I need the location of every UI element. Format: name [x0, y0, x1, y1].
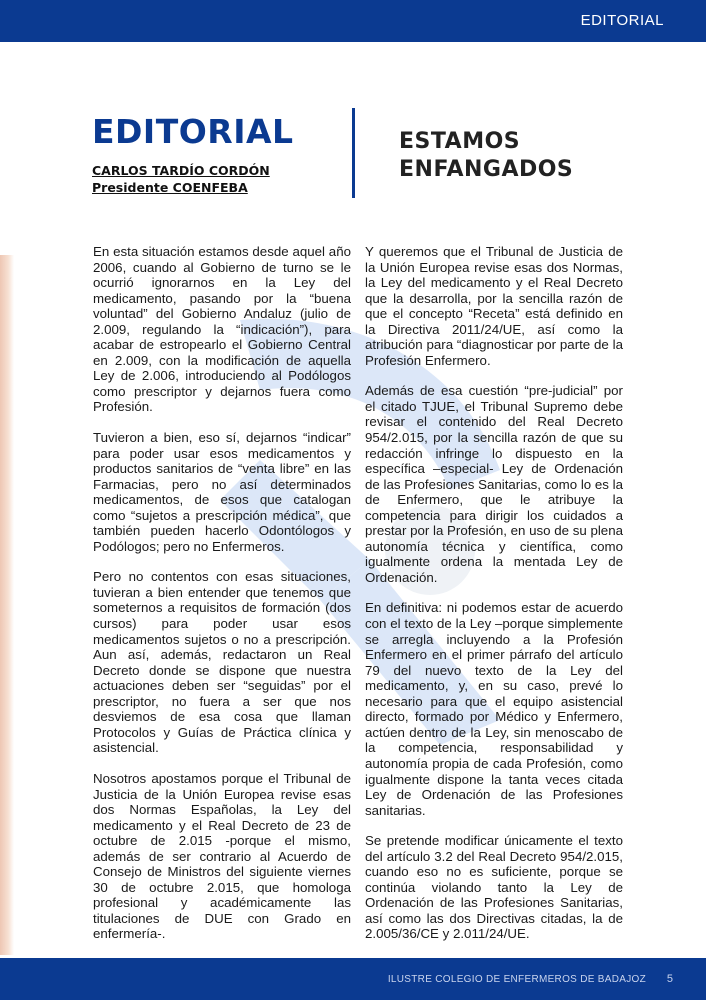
paragraph: Además de esa cuestión “pre-judicial” por el citado TJUE, el Tribunal Supremo debe revisar el contenido del Real Decreto 954/2.015, por la sencilla razón de que su redacción infringe lo dispuesto en la específica –especial- Ley de Ordenación de las Profesiones Sanitarias, como lo es la de Enfermero, que le atribuye la competencia para dirigir los cuidados a prestar por la Profesión, en uso de su plena autonomía técnica y científica, como igualmente ordena la mentada Ley de Ordenación.: [365, 383, 623, 585]
author-role: Presidente COENFEBA: [92, 180, 248, 195]
author-block: [92, 162, 270, 196]
paragraph: Se pretende modificar únicamente el texto del artículo 3.2 del Real Decreto 954/2.015, cuando eso no es suficiente, porque se continúa violando tanto la Ley de Ordenación de las Profesiones Sanitarias, así como las dos Directivas citadas, la de 2.005/36/CE y 2.011/24/UE.: [365, 833, 623, 942]
paragraph: Nosotros apostamos porque el Tribunal de Justicia de la Unión Europea revise esas dos Normas Españolas, la Ley del medicamento y el Real Decreto de 23 de octubre de 2.015 -porque el mismo, además de ser contrario al Acuerdo de Consejo de Ministros del siguiente viernes 30 de octubre 2.015, que homologa profesional y académicamente las titulaciones de DUE con Grado en enfermería-.: [93, 770, 351, 942]
paragraph: Pero no contentos con esas situaciones, tuvieran a bien entender que tenemos que someternos a requisitos de formación (dos cursos) para poder usar esos medicamentos sujetos o no a prescripción. Aun así, además, redactaron un Real Decreto donde se dispone que nuestra actuaciones deben ser “seguidas” por el prescriptor, no fuera a ser que nos desviemos de esa cosa que llaman Protocolos y Guías de Práctica clínica y asistencial.: [93, 569, 351, 756]
headline: [399, 128, 649, 184]
page-number: 5: [666, 973, 673, 985]
paragraph: Tuvieron a bien, eso sí, dejarnos “indicar” para poder usar esos medicamentos y productos sanitarios de “venta libre” en las Farmacias, pero no así determinados medicamentos, de esos que catalogan como “sujetos a prescripción médica”, que también pueden hacerlo Odontólogos y Podólogos; pero no Enfermeros.: [93, 430, 351, 554]
paragraph: Y queremos que el Tribunal de Justicia de la Unión Europea revise esas dos Normas, la Ley del medicamento y el Real Decreto que la desarrolla, por la sencilla razón de que el concepto “Receta” está definido en la Directiva 2011/24/UE, así como la atribución para “diagnosticar por parte de la Profesión Enfermero.: [365, 244, 623, 368]
footer-organization: ILUSTRE COLEGIO DE ENFERMEROS DE BADAJOZ: [387, 974, 646, 985]
headline-line-1: ESTAMOS: [399, 129, 521, 154]
author-name: CARLOS TARDÍO CORDÓN: [92, 163, 270, 178]
paragraph: En definitiva: ni podemos estar de acuerdo con el texto de la Ley –porque simplemente se arregla incluyendo a la Profesión Enfermero en el primer párrafo del artículo 79 del nuevo texto de la Ley del medicamento, y, en su caso, prevé lo necesario para que el equipo asistencial directo, formado por Médico y Enfermero, actúen dentro de la Ley, sin menoscabo de la competencia, responsabilidad y autonomía propia de cada Profesión, como igualmente dispone la tanta veces citada Ley de Ordenación de las Profesiones sanitarias.: [365, 600, 623, 818]
section-label: EDITORIAL: [580, 12, 664, 29]
headline-line-2: ENFANGADOS: [399, 157, 574, 182]
body-column-left: [93, 244, 351, 957]
footer-bar: [0, 958, 706, 1000]
background-photo-edge: [0, 255, 14, 955]
page-title: EDITORIAL: [92, 112, 294, 151]
body-column-right: [365, 244, 623, 957]
paragraph: En esta situación estamos desde aquel año 2006, cuando al Gobierno de turno se le ocurrió ignorarnos en la Ley del medicamento, pasando por la “buena voluntad” del Gobierno Andaluz (julio de 2.009, regulando la “indicación”), para acabar de estropearlo el Gobierno Central en 2.009, con la modificación de aquella Ley de 2.006, introduciendo al Podólogos como prescriptor y dejarnos fuera como Profesión.: [93, 244, 351, 415]
title-divider: [352, 108, 355, 198]
header-bar: [0, 0, 706, 42]
